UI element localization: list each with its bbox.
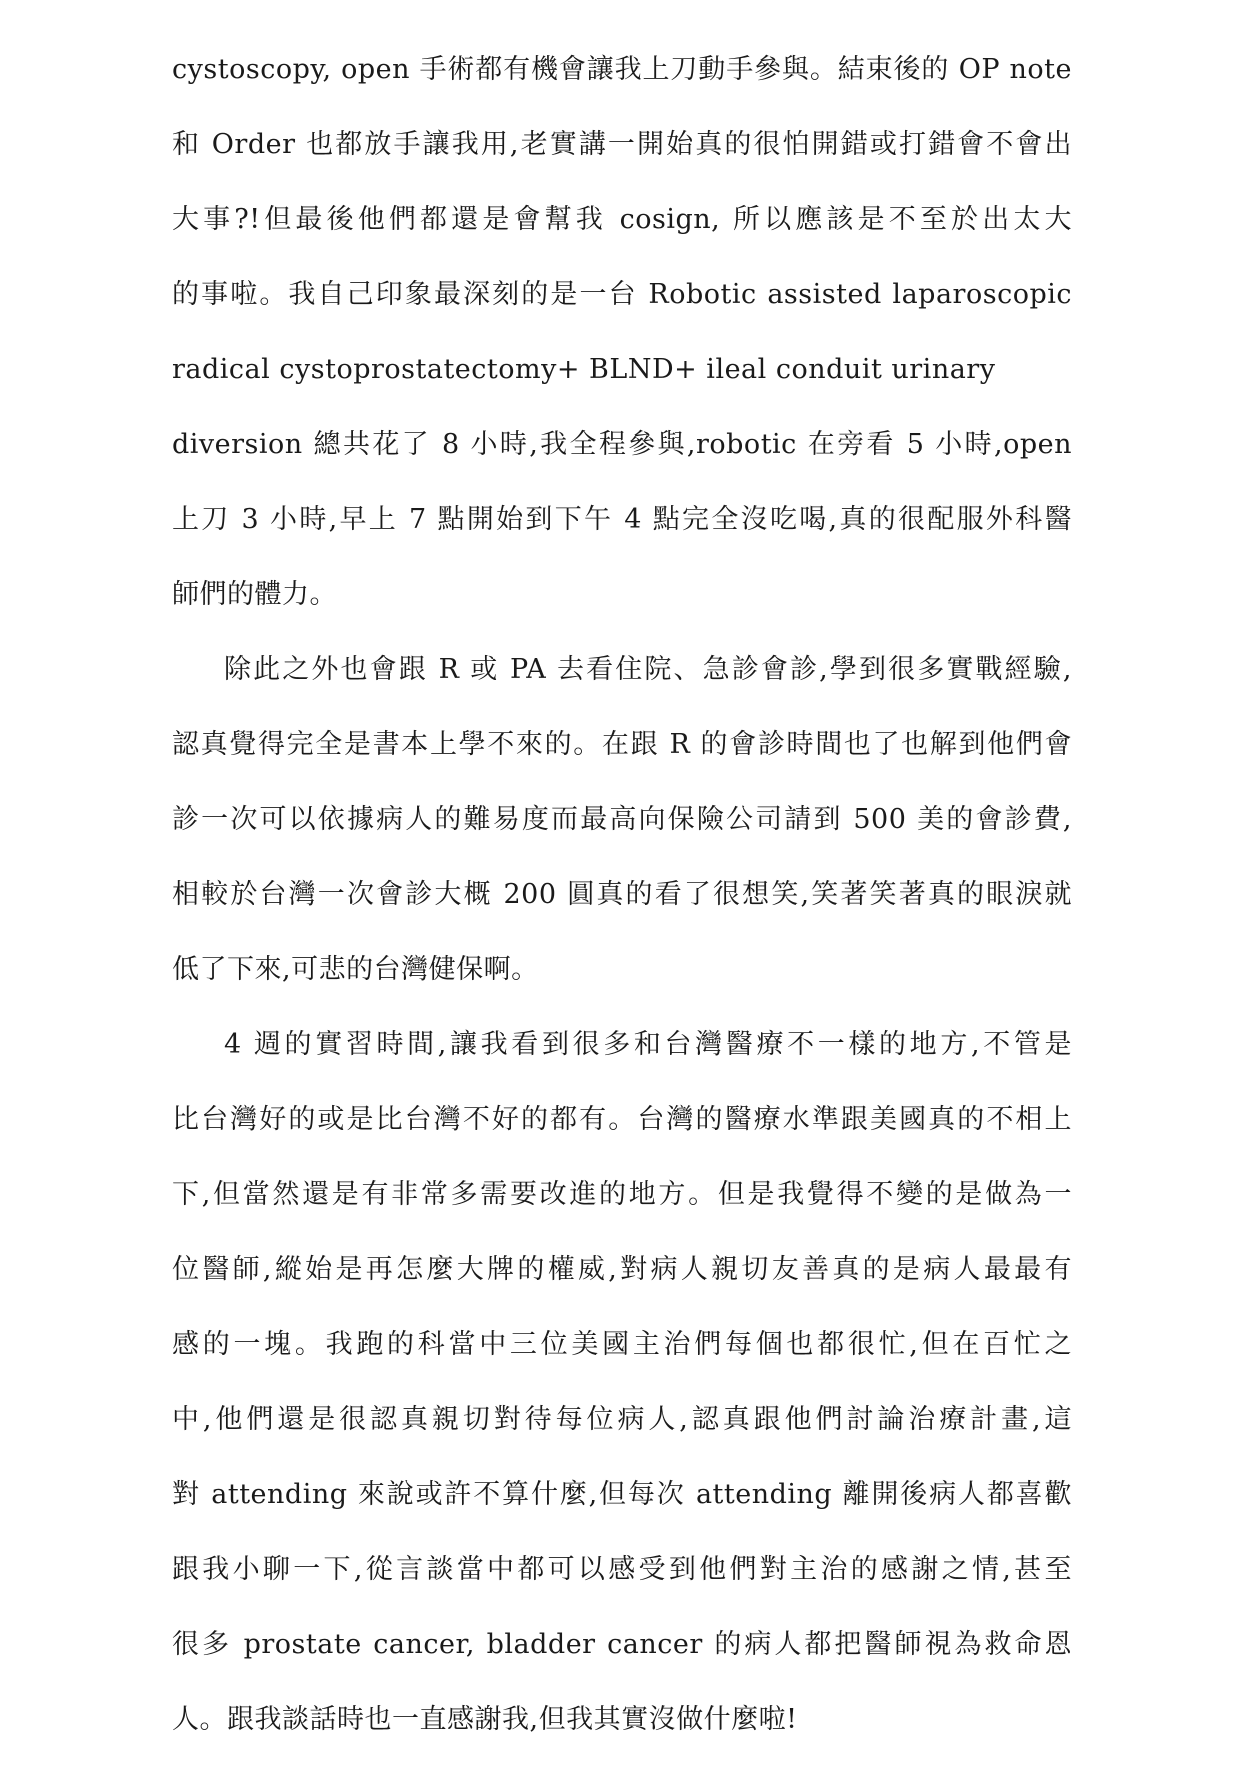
text-line: 跟我小聊一下,從言談當中都可以感受到他們對主治的感謝之情,甚至 [172, 1554, 1072, 1585]
paragraph-first-line: 除此之外也會跟 R 或 PA 去看住院、急診會診,學到很多實戰經驗, [224, 654, 1072, 685]
text-line: 的事啦。我自己印象最深刻的是一台 Robotic assisted laparoscopic [172, 279, 1072, 310]
text-line: 很多 prostate cancer, bladder cancer 的病人都把醫師視為救命恩 [172, 1629, 1072, 1660]
paragraph-first-line: 4 週的實習時間,讓我看到很多和台灣醫療不一樣的地方,不管是 [224, 1029, 1072, 1060]
text-line: radical cystoprostatectomy+ BLND+ ileal conduit urinary [172, 354, 996, 385]
text-line: cystoscopy, open 手術都有機會讓我上刀動手參與。結束後的 OP note [172, 54, 1072, 85]
text-line: 對 attending 來說或許不算什麼,但每次 attending 離開後病人都喜歡 [172, 1479, 1072, 1510]
text-line: diversion 總共花了 8 小時,我全程參與,robotic 在旁看 5 小時,open [172, 429, 1072, 460]
text-line: 大事?!但最後他們都還是會幫我 cosign, 所以應該是不至於出太大 [172, 204, 1072, 235]
text-line: 診一次可以依據病人的難易度而最高向保險公司請到 500 美的會診費, [172, 804, 1072, 835]
body-text [172, 48, 1072, 1773]
text-line: 比台灣好的或是比台灣不好的都有。台灣的醫療水準跟美國真的不相上 [172, 1104, 1072, 1135]
text-line: 相較於台灣一次會診大概 200 圓真的看了很想笑,笑著笑著真的眼淚就 [172, 879, 1072, 910]
text-line: 師們的體力。 [172, 579, 337, 610]
text-line: 中,他們還是很認真親切對待每位病人,認真跟他們討論治療計畫,這 [172, 1404, 1072, 1435]
text-line: 和 Order 也都放手讓我用,老實講一開始真的很怕開錯或打錯會不會出 [172, 129, 1072, 160]
text-line: 認真覺得完全是書本上學不來的。在跟 R 的會診時間也了也解到他們會 [172, 729, 1072, 760]
text-line: 低了下來,可悲的台灣健保啊。 [172, 954, 539, 985]
text-line: 感的一塊。我跑的科當中三位美國主治們每個也都很忙,但在百忙之 [172, 1329, 1072, 1360]
text-line: 上刀 3 小時,早上 7 點開始到下午 4 點完全沒吃喝,真的很配服外科醫 [172, 504, 1072, 535]
text-line: 位醫師,縱始是再怎麼大牌的權威,對病人親切友善真的是病人最最有 [172, 1254, 1072, 1285]
text-line: 人。跟我談話時也一直感謝我,但我其實沒做什麼啦! [172, 1704, 798, 1735]
text-line: 下,但當然還是有非常多需要改進的地方。但是我覺得不變的是做為一 [172, 1179, 1072, 1210]
